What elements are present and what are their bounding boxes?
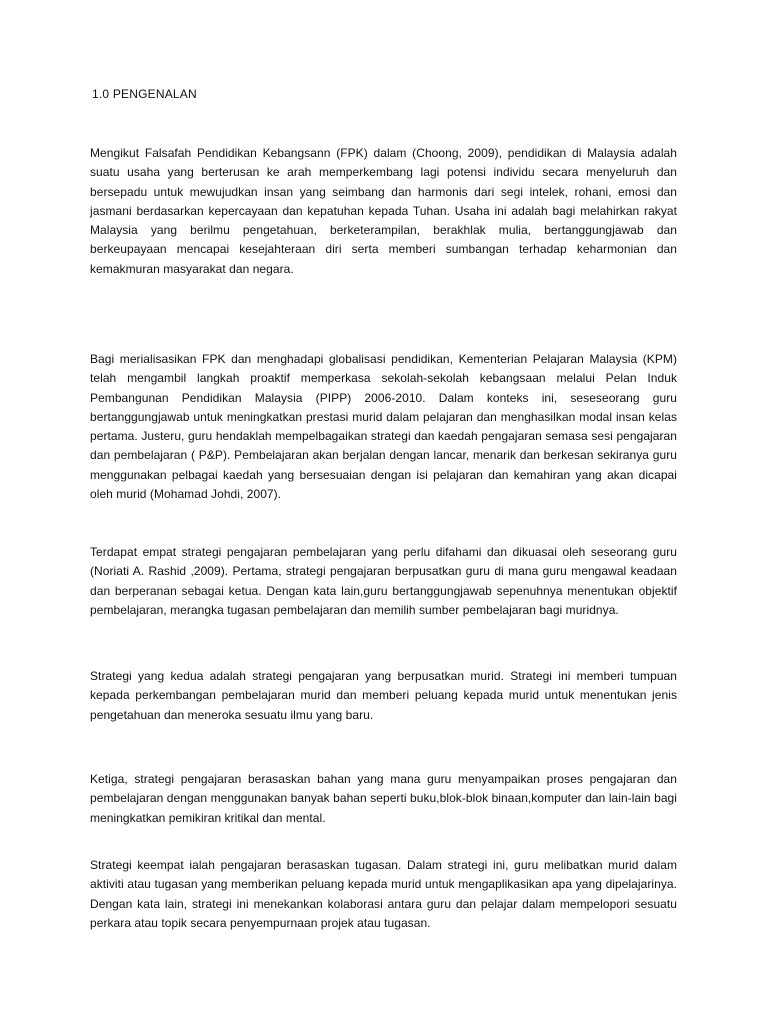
paragraph-2: Bagi merialisasikan FPK dan menghadapi globalisasi pendidikan, Kementerian Pelajaran Malaysia (KPM) telah mengambil langkah proaktif memperkasa sekolah-sekolah kebangsaan melalui Pelan Induk Pembangunan Pendidikan Malaysia (PIPP) 2006-2010. Dalam konteks ini, seseseorang guru bertanggungjawab untuk meningkatkan prestasi murid dalam pelajaran dan menghasilkan modal insan kelas pertama. Justeru, guru hendaklah mempelbagaikan strategi dan kaedah pengajaran semasa sesi pengajaran dan pembelajaran ( P&P). Pembelajaran akan berjalan dengan lancar, menarik dan berkesan sekiranya guru menggunakan pelbagai kaedah yang bersesuaian dengan isi pelajaran dan kemahiran yang akan dicapai oleh murid (Mohamad Johdi, 2007). [90, 352, 677, 502]
paragraph-4: Strategi yang kedua adalah strategi pengajaran yang berpusatkan murid. Strategi ini memberi tumpuan kepada perkembangan pembelajaran murid dan memberi peluang kepada murid untuk menentukan jenis pengetahuan dan meneroka sesuatu ilmu yang baru. [90, 669, 677, 722]
section-heading: 1.0 PENGENALAN [92, 87, 197, 101]
paragraph-1: Mengikut Falsafah Pendidikan Kebangsann (FPK) dalam (Choong, 2009), pendidikan di Malaysia adalah suatu usaha yang berterusan ke arah memperkembang lagi potensi individu secara menyeluruh dan bersepadu untuk mewujudkan insan yang seimbang dan harmonis dari segi intelek, rohani, emosi dan jasmani berdasarkan kepercayaan dan kepatuhan kepada Tuhan. Usaha ini adalah bagi melahirkan rakyat Malaysia yang berilmu pengetahuan, berketerampilan, berakhlak mulia, bertanggungjawab dan berkeupayaan mencapai kesejahteraan diri serta memberi sumbangan terhadap keharmonian dan kemakmuran masyarakat dan negara. [90, 146, 677, 276]
paragraph-6: Strategi keempat ialah pengajaran berasaskan tugasan. Dalam strategi ini, guru melibatkan murid dalam aktiviti atau tugasan yang memberikan peluang kepada murid untuk mengaplikasikan apa yang dipelajarinya. Dengan kata lain, strategi ini menekankan kolaborasi antara guru dan pelajar dalam mempelopori sesuatu perkara atau topik secara penyempurnaan projek atau tugasan. [90, 858, 677, 930]
paragraph-5: Ketiga, strategi pengajaran berasaskan bahan yang mana guru menyampaikan proses pengajaran dan pembelajaran dengan menggunakan banyak bahan seperti buku,blok-blok binaan,komputer dan lain-lain bagi meningkatkan pemikiran kritikal dan mental. [90, 772, 677, 825]
paragraph-3: Terdapat empat strategi pengajaran pembelajaran yang perlu difahami dan dikuasai oleh seseorang guru (Noriati A. Rashid ,2009). Pertama, strategi pengajaran berpusatkan guru di mana guru mengawal keadaan dan berperanan sebagai ketua. Dengan kata lain,guru bertanggungjawab sepenuhnya menentukan objektif pembelajaran, merangka tugasan pembelajaran dan memilih sumber pembelajaran bagi muridnya. [90, 545, 677, 617]
